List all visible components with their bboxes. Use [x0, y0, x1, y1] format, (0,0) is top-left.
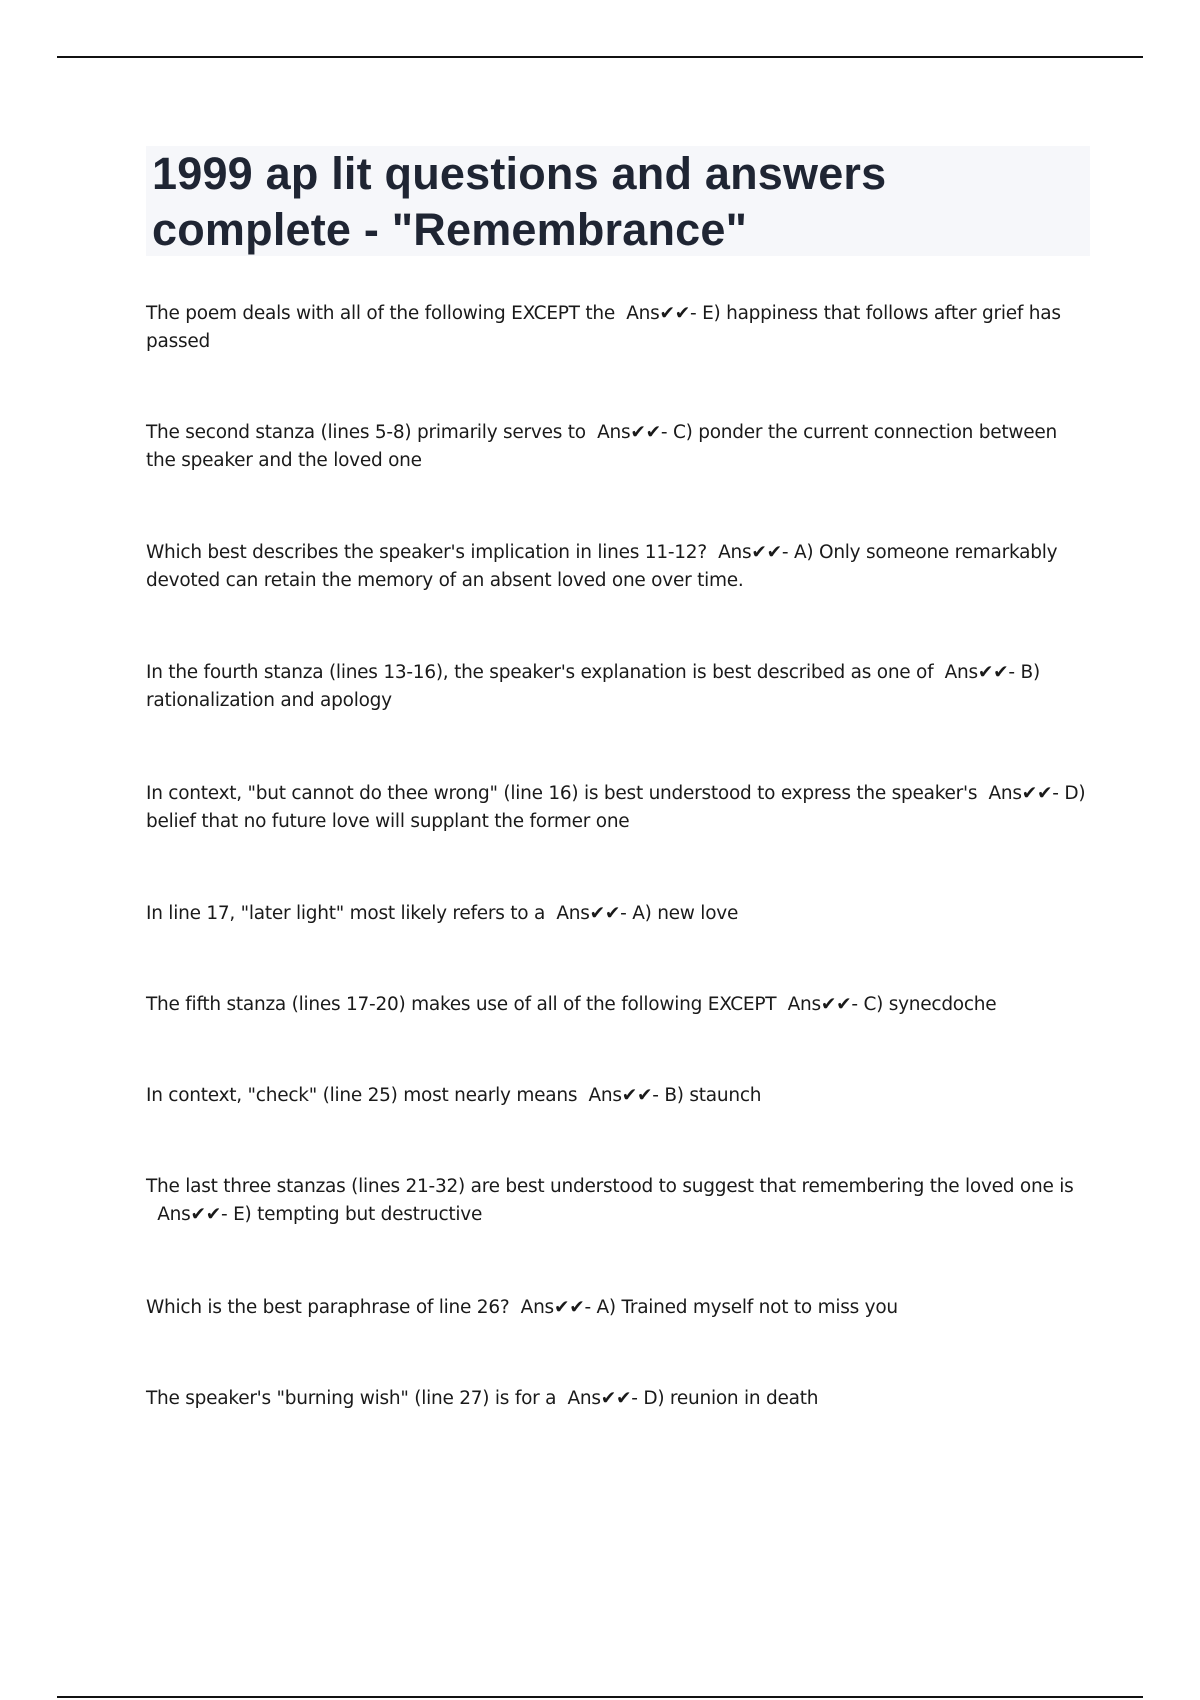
answer-marker: Ans✔✔- [157, 1204, 228, 1225]
answer-marker: Ans✔✔- [944, 662, 1015, 683]
question-text: In context, "check" (line 25) most nearly means [146, 1085, 578, 1106]
answer-marker: Ans✔✔- [588, 1085, 659, 1106]
question-text: Which best describes the speaker's implication in lines 11-12? [146, 542, 707, 563]
answer-marker: Ans✔✔- [718, 542, 789, 563]
qa-item-2 [146, 419, 1090, 475]
qa-item-5 [146, 780, 1090, 836]
answer-text: C) synecdoche [863, 994, 997, 1015]
qa-item-9 [146, 1173, 1090, 1229]
top-rule [57, 56, 1143, 58]
answer-marker: Ans✔✔- [567, 1388, 638, 1409]
answer-text: B) rationalization and apology [146, 662, 1040, 711]
question-text: In context, "but cannot do thee wrong" (line 16) is best understood to express the speaker's [146, 783, 978, 804]
question-text: The fifth stanza (lines 17-20) makes use of all of the following EXCEPT [146, 994, 777, 1015]
answer-text: A) Only someone remarkably devoted can retain the memory of an absent loved one over time. [146, 542, 1058, 591]
question-text: In line 17, "later light" most likely refers to a [146, 903, 546, 924]
qa-item-3 [146, 539, 1090, 595]
bottom-rule [57, 1696, 1143, 1698]
title-banner [146, 146, 1090, 256]
answer-text: A) Trained myself not to miss you [596, 1297, 898, 1318]
question-text: The speaker's "burning wish" (line 27) is for a [146, 1388, 557, 1409]
answer-text: C) ponder the current connection between the speaker and the loved one [146, 422, 1058, 471]
question-text: The second stanza (lines 5-8) primarily serves to [146, 422, 586, 443]
document-title: 1999 ap lit questions and answers complete - "Remembrance" [152, 148, 887, 255]
answer-text: A) new love [632, 903, 739, 924]
answer-marker: Ans✔✔- [597, 422, 668, 443]
answer-marker: Ans✔✔- [787, 994, 858, 1015]
answer-text: B) staunch [664, 1085, 762, 1106]
answer-marker: Ans✔✔- [556, 903, 627, 924]
qa-item-8 [146, 1082, 1090, 1110]
answer-marker: Ans✔✔- [626, 303, 697, 324]
qa-item-6 [146, 900, 1090, 928]
answer-marker: Ans✔✔- [988, 783, 1059, 804]
answer-text: E) happiness that follows after grief has passed [146, 303, 1061, 352]
question-text: Which is the best paraphrase of line 26? [146, 1297, 510, 1318]
question-text: The poem deals with all of the following EXCEPT the [146, 303, 615, 324]
qa-item-4 [146, 659, 1090, 715]
qa-item-11 [146, 1385, 1090, 1413]
answer-text: D) reunion in death [643, 1388, 819, 1409]
answer-marker: Ans✔✔- [520, 1297, 591, 1318]
answer-text: E) tempting but destructive [233, 1204, 483, 1225]
question-text: The last three stanzas (lines 21-32) are best understood to suggest that remembering the loved one is [146, 1176, 1074, 1197]
question-text: In the fourth stanza (lines 13-16), the speaker's explanation is best described as one of [146, 662, 934, 683]
answer-text: D) belief that no future love will supplant the former one [146, 783, 1086, 832]
qa-item-7 [146, 991, 1090, 1019]
qa-item-10 [146, 1294, 1090, 1322]
qa-item-1 [146, 300, 1090, 356]
